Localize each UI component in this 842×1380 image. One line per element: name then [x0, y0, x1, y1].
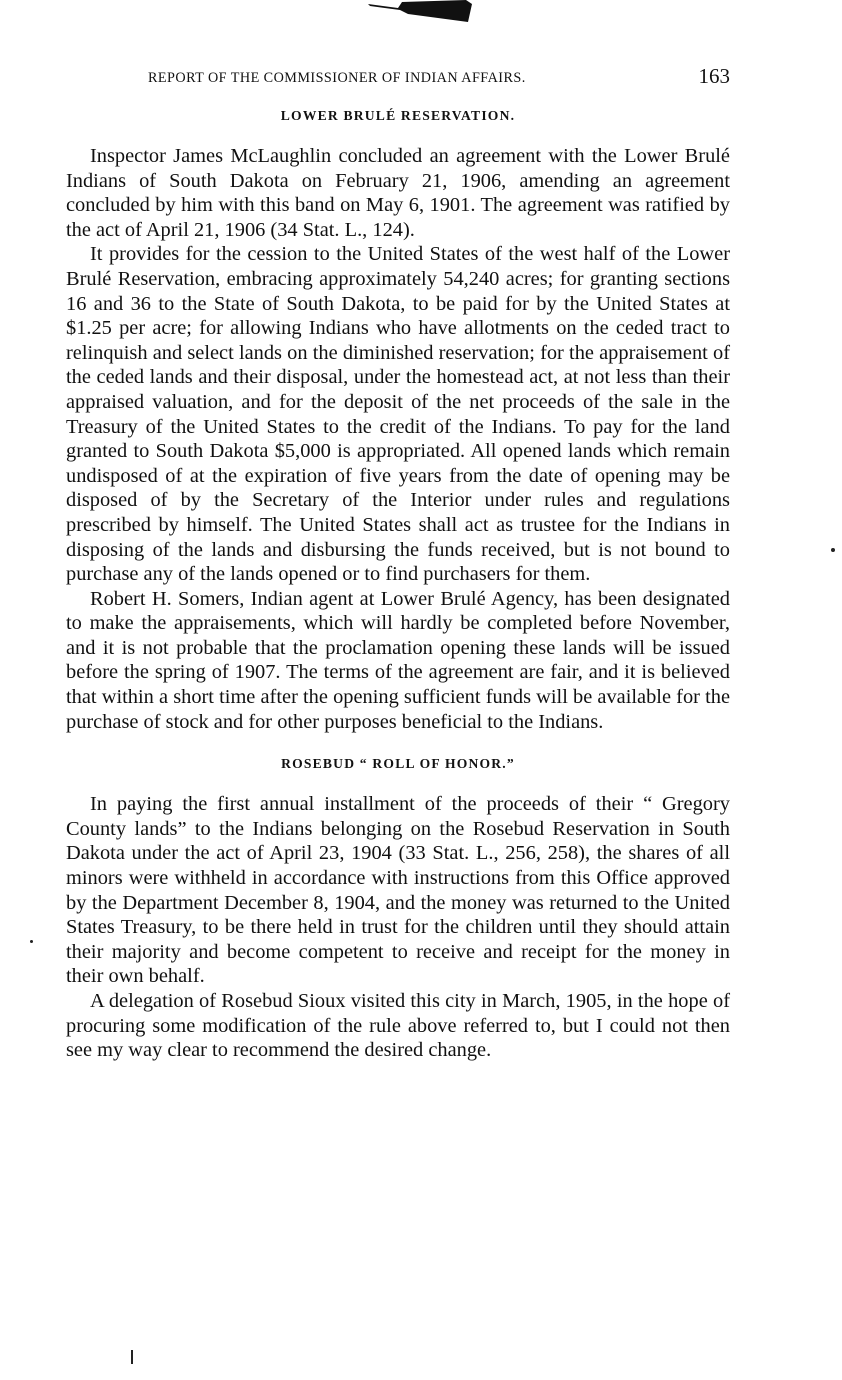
- scan-ink-blot: [368, 0, 472, 24]
- paragraph-appraisements: Robert H. Somers, Indian agent at Lower Brulé Agency, has been designated to make the appraisements, which will hardly be completed before November, and it is not probable that the proclamation opening these lands will be issued before the spring of 1907. The terms of the agreement are fair, and it is believed that within a short time after the opening sufficient funds will be available for the purchase of stock and for other purposes beneficial to the Indians.: [66, 587, 730, 733]
- scan-speck-left: [30, 940, 33, 943]
- scan-speck-right: [831, 548, 835, 552]
- section-heading-rosebud: ROSEBUD “ ROLL OF HONOR.”: [281, 756, 515, 772]
- paragraph-installment: In paying the first annual installment of the proceeds of their “ Gregory County lands” to the Indians belonging on the Rosebud Reservation in South Dakota under the act of April 23, 1904 (33 Stat. L., 256, 258), the shares of all minors were withheld in accordance with instructions from this Office approved by the Department December 8, 1904, and the money was returned to the United States Treasury, to be there held in trust for the children until they should attain their majority and become competent to receive and receipt for the money in their own behalf.: [66, 793, 730, 988]
- section-heading-lower-brule: LOWER BRULÉ RESERVATION.: [280, 108, 516, 123]
- running-head: [66, 66, 730, 96]
- document-page: [66, 66, 730, 1063]
- running-title: REPORT OF THE COMMISSIONER OF INDIAN AFFAIRS.: [148, 70, 526, 86]
- paragraph-agreement: Inspector James McLaughlin concluded an agreement with the Lower Brulé Indians of South Dakota on February 21, 1906, amending an agreement concluded by him with this band on May 6, 1901. The agreement was ratified by the act of April 21, 1906 (34 Stat. L., 124).: [66, 145, 730, 241]
- paragraph-cession-terms: It provides for the cession to the United States of the west half of the Lower Brulé Reservation, embracing approximately 54,240 acres; for granting sections 16 and 36 to the State of South Dakota, to be paid for by the United States at $1.25 per acre; for allowing Indians who have allotments on the ceded tract to relinquish and select lands on the diminished reservation; for the appraisement of the ceded lands and their disposal, under the homestead act, at not less than their appraised valuation, and for the deposit of the net proceeds of the sale in the Treasury of the United States to the credit of the Indians. To pay for the land granted to South Dakota $5,000 is appropriated. All opened lands which remain undisposed of at the expiration of five years from the date of opening may be disposed of by the Secretary of the Interior under rules and regulations prescribed by himself. The United States shall act as trustee for the Indians in disposing of the lands and disbursing the funds received, but is not bound to purchase any of the lands opened or to find purchasers for them.: [66, 243, 730, 586]
- page-number: 163: [698, 64, 730, 88]
- scan-speck-bottom: [131, 1350, 133, 1364]
- paragraph-delegation: A delegation of Rosebud Sioux visited this city in March, 1905, in the hope of procuring some modification of the rule above referred to, but I could not then see my way clear to recommend the desired change.: [66, 990, 730, 1062]
